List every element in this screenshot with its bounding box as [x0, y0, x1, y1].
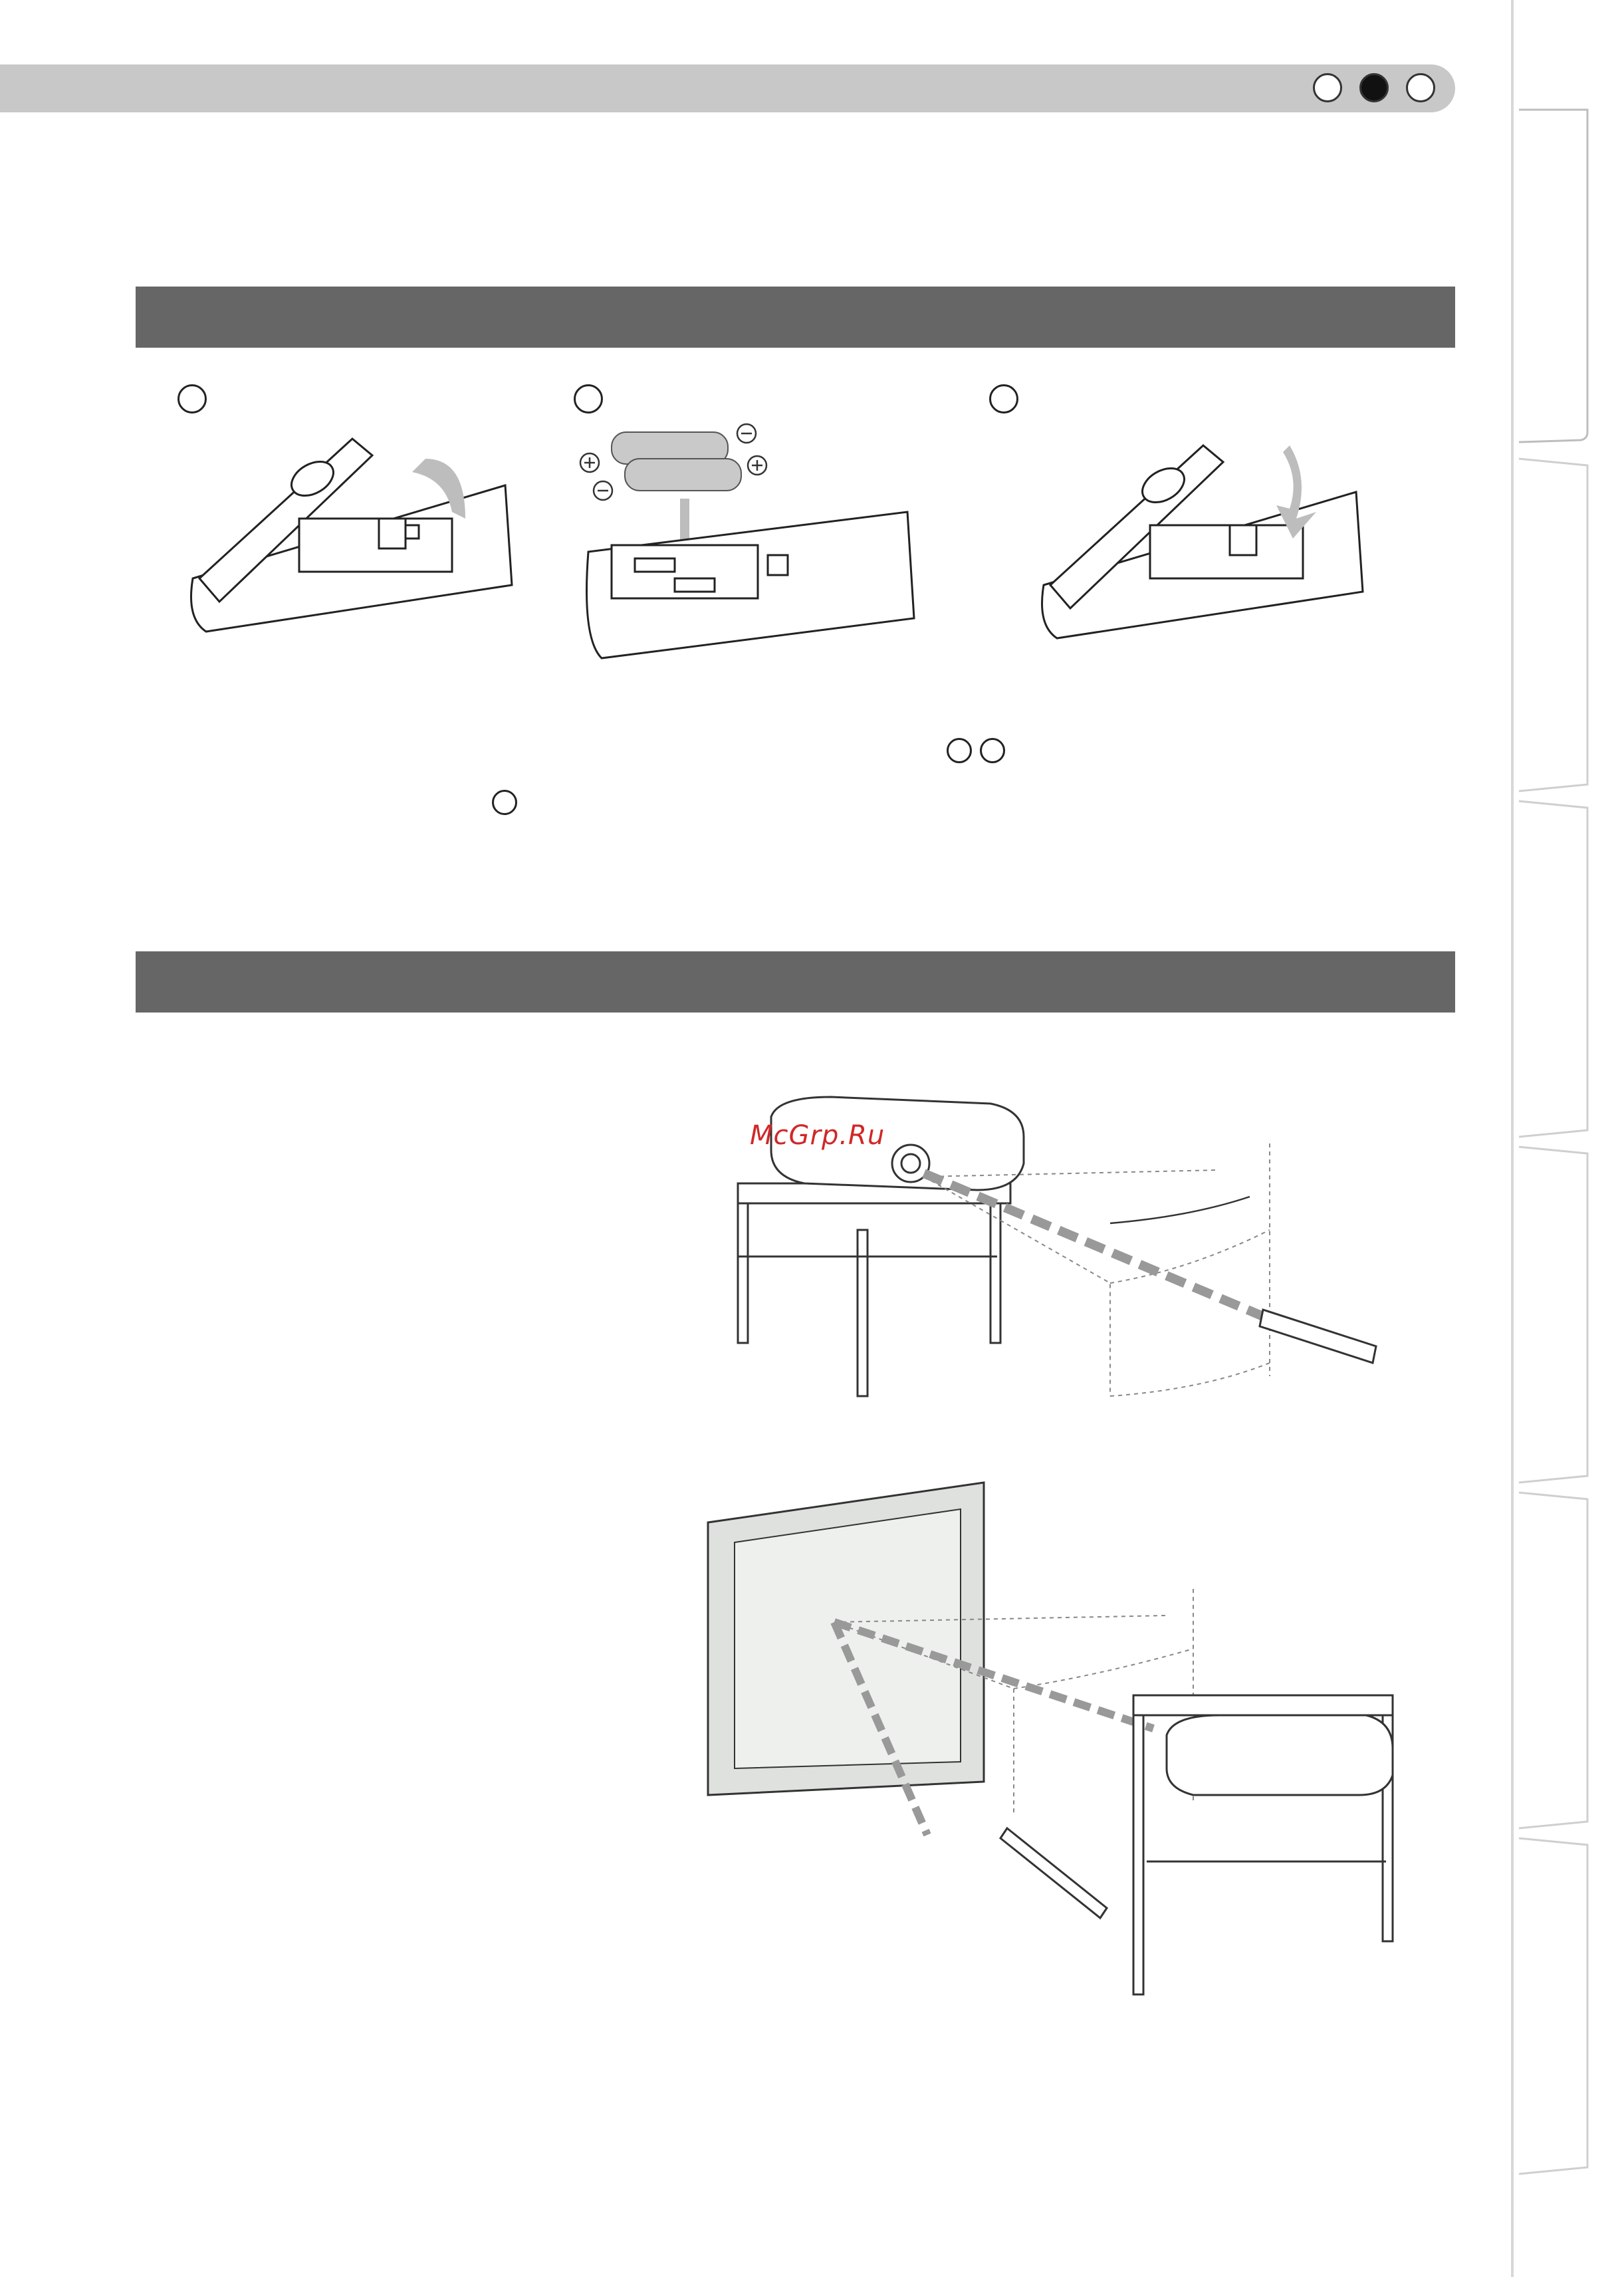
top-header-bar — [0, 64, 1455, 112]
inline-step-ref-2 — [980, 738, 1005, 763]
step-marker-1 — [177, 384, 207, 414]
section-band-battery — [136, 287, 1455, 348]
page-dot-3 — [1406, 73, 1435, 102]
reflected-remote-range-illustration — [701, 1476, 1406, 2008]
battery-insert-illustration — [575, 419, 934, 671]
inline-step-ref-1 — [947, 738, 972, 763]
side-tab-strip — [1509, 0, 1624, 2277]
remote-cover-close-illustration — [1030, 425, 1376, 652]
remote-cover-open-illustration — [179, 419, 525, 645]
inline-step-ref-3 — [492, 790, 517, 815]
section-band-remote-range — [136, 951, 1455, 1013]
page-dot-1 — [1313, 73, 1342, 102]
step-marker-3 — [989, 384, 1018, 414]
step-marker-2 — [574, 384, 603, 414]
watermark-text: McGrp.Ru — [750, 1120, 885, 1151]
page-dot-2 — [1359, 73, 1389, 102]
